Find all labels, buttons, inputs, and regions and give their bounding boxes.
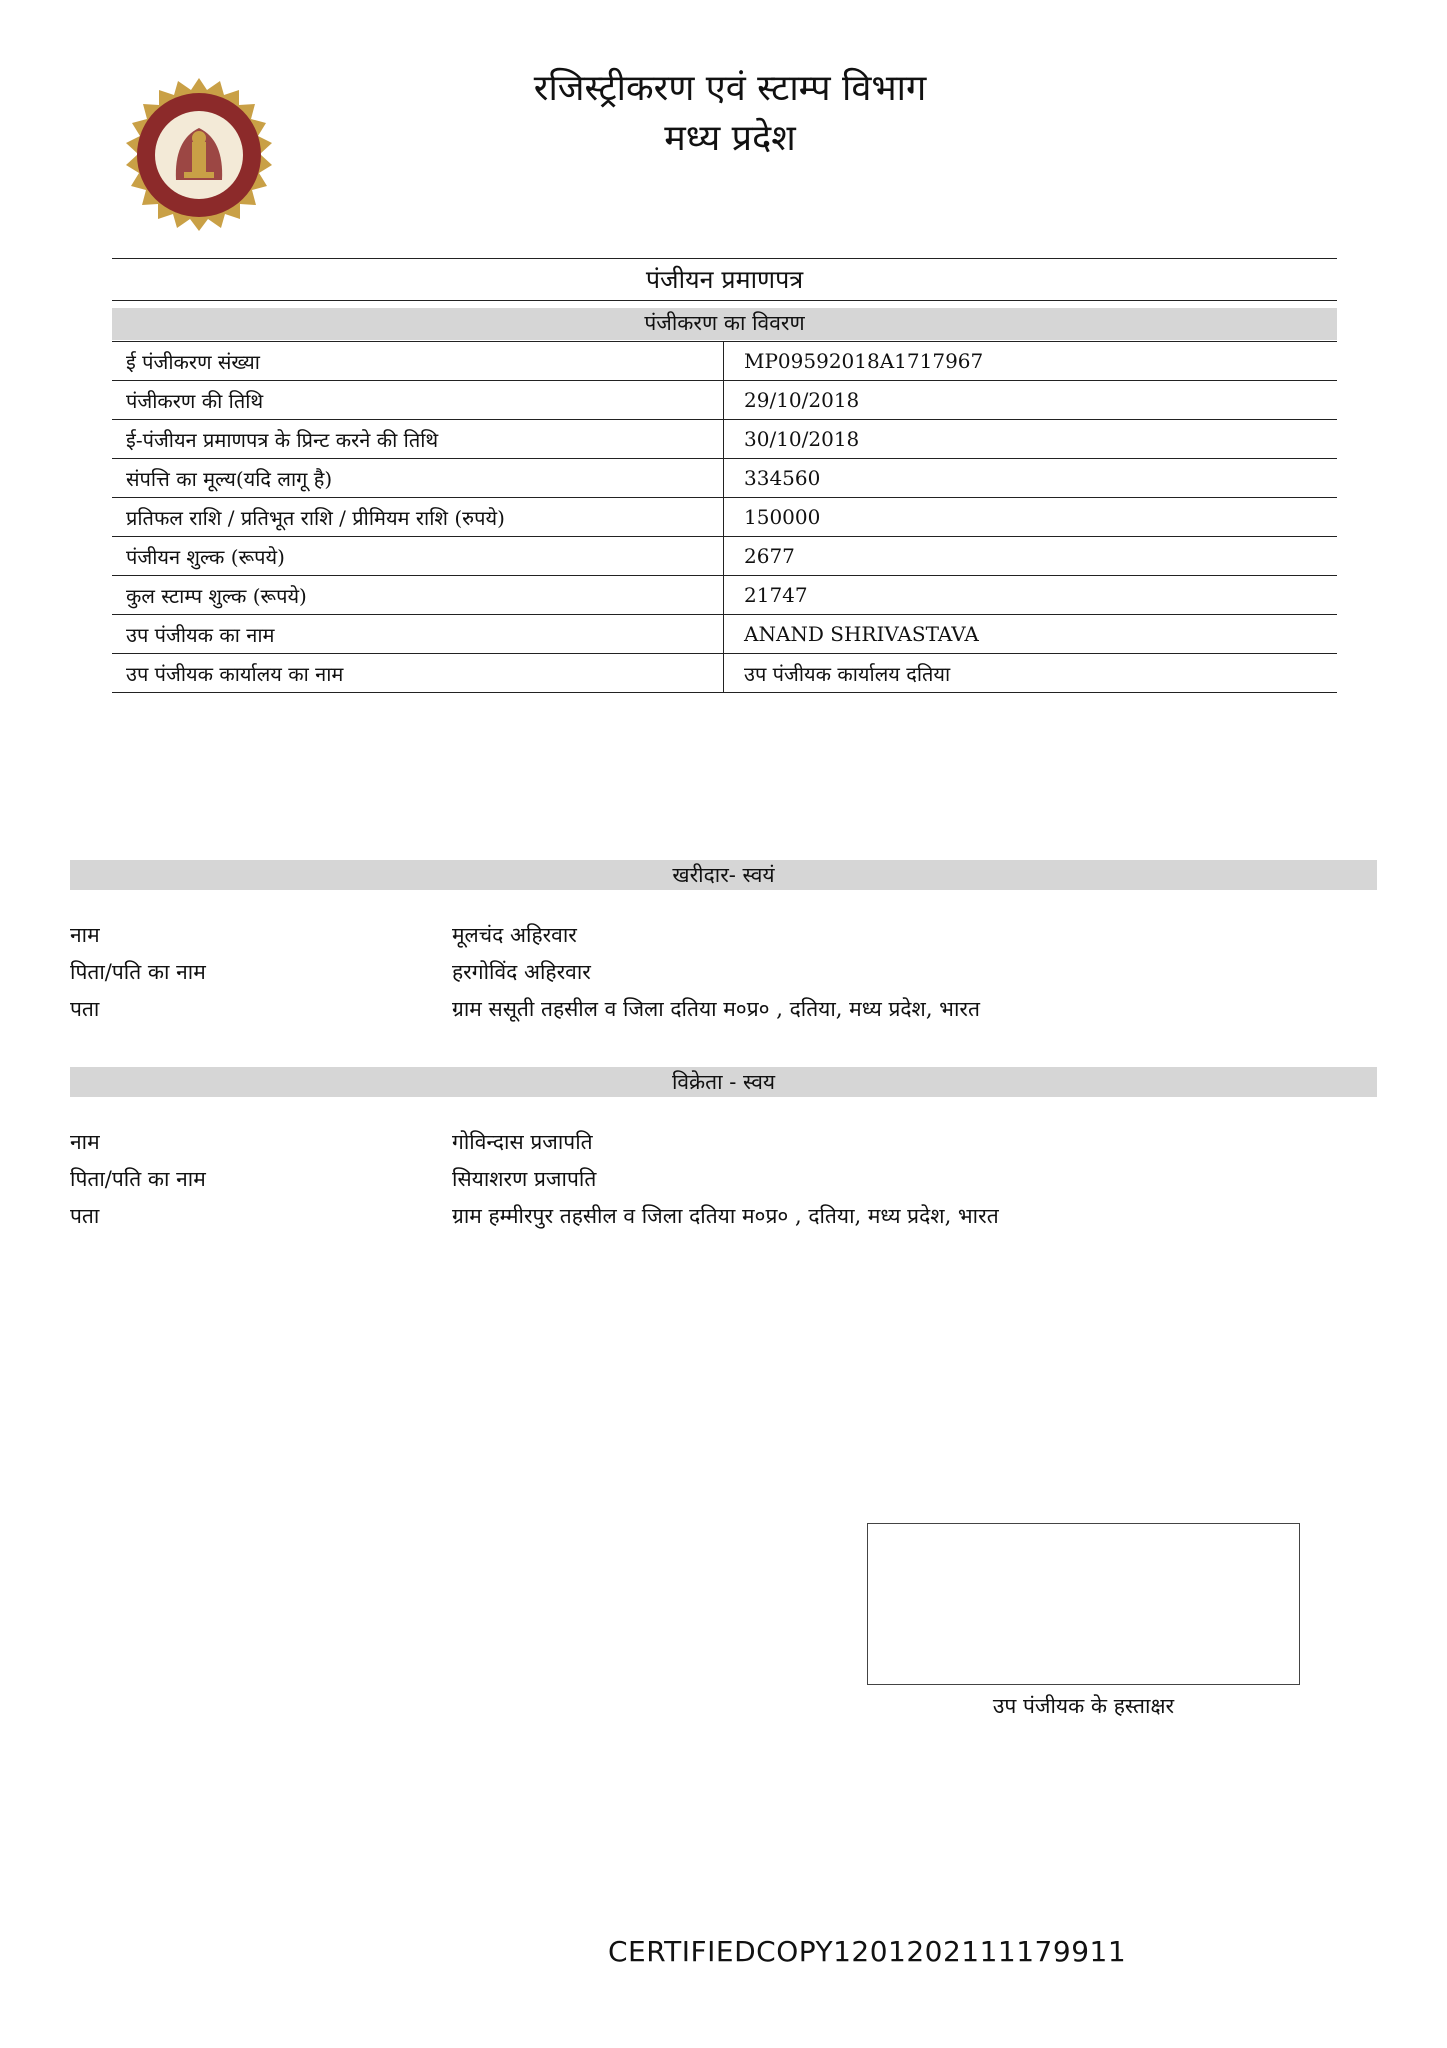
field-label: उप पंजीयक का नाम — [112, 615, 724, 654]
buyer-address-label: पता — [70, 996, 100, 1021]
signature-box — [867, 1523, 1300, 1685]
seller-name-label: नाम — [70, 1129, 100, 1154]
buyer-name: मूलचंद अहिरवार — [452, 922, 577, 947]
seller-father-name: सियाशरण प्रजापति — [452, 1166, 597, 1191]
mp-government-seal — [114, 70, 284, 240]
list-item — [70, 1160, 1370, 1197]
seller-name: गोविन्दास प्रजापति — [452, 1129, 593, 1154]
registration-fee: 2677 — [724, 537, 1338, 576]
consideration-amount: 150000 — [724, 498, 1338, 537]
field-label: उप पंजीयक कार्यालय का नाम — [112, 654, 724, 693]
buyer-father-label: पिता/पति का नाम — [70, 959, 206, 984]
registration-date: 29/10/2018 — [724, 381, 1338, 420]
table-row — [112, 615, 1337, 654]
field-label: पंजीयन शुल्क (रूपये) — [112, 537, 724, 576]
buyer-heading: खरीदार- स्वयं — [70, 860, 1377, 890]
sub-registrar-name: ANAND SHRIVASTAVA — [724, 615, 1338, 654]
table-row — [112, 342, 1337, 381]
stamp-duty: 21747 — [724, 576, 1338, 615]
signature-label: उप पंजीयक के हस्ताक्षर — [992, 1694, 1175, 1718]
list-item — [70, 953, 1370, 990]
title-top-rule — [112, 258, 1337, 259]
table-row — [112, 459, 1337, 498]
table-row — [112, 654, 1337, 693]
field-label: ई-पंजीयन प्रमाणपत्र के प्रिन्ट करने की तिथि — [112, 420, 724, 459]
title-bottom-rule — [112, 300, 1337, 301]
seller-address: ग्राम हम्मीरपुर तहसील व जिला दतिया म०प्र० , दतिया, मध्य प्रदेश, भारत — [452, 1203, 999, 1228]
list-item — [70, 1197, 1370, 1234]
field-label: प्रतिफल राशि / प्रतिभूत राशि / प्रीमियम राशि (रुपये) — [112, 498, 724, 537]
field-label: कुल स्टाम्प शुल्क (रूपये) — [112, 576, 724, 615]
table-row — [112, 576, 1337, 615]
list-item — [70, 916, 1370, 953]
state-title: मध्य प्रदेश — [664, 118, 796, 159]
field-label: पंजीकरण की तिथि — [112, 381, 724, 420]
seller-details — [70, 1123, 1370, 1234]
table-row — [112, 537, 1337, 576]
details-heading: पंजीकरण का विवरण — [112, 308, 1337, 340]
print-date: 30/10/2018 — [724, 420, 1338, 459]
table-row — [112, 381, 1337, 420]
registration-number: MP09592018A1717967 — [724, 342, 1338, 381]
list-item — [70, 990, 1370, 1027]
registration-details-table — [112, 342, 1337, 693]
list-item — [70, 1123, 1370, 1160]
field-label: ई पंजीकरण संख्या — [112, 342, 724, 381]
certificate-title: पंजीयन प्रमाणपत्र — [645, 265, 804, 294]
seller-address-label: पता — [70, 1203, 100, 1228]
buyer-name-label: नाम — [70, 922, 100, 947]
seller-heading: विक्रेता - स्वय — [70, 1067, 1377, 1097]
certified-copy-number: CERTIFIEDCOPY1201202111179911 — [608, 1935, 1127, 1968]
sub-registrar-office: उप पंजीयक कार्यालय दतिया — [724, 654, 1338, 693]
table-row — [112, 420, 1337, 459]
seller-father-label: पिता/पति का नाम — [70, 1166, 206, 1191]
property-value: 334560 — [724, 459, 1338, 498]
table-row — [112, 498, 1337, 537]
buyer-address: ग्राम ससूती तहसील व जिला दतिया म०प्र० , दतिया, मध्य प्रदेश, भारत — [452, 996, 980, 1021]
buyer-father-name: हरगोविंद अहिरवार — [452, 959, 591, 984]
buyer-details — [70, 916, 1370, 1027]
department-title: रजिस्ट्रीकरण एवं स्टाम्प विभाग — [533, 68, 927, 109]
field-label: संपत्ति का मूल्य(यदि लागू है) — [112, 459, 724, 498]
